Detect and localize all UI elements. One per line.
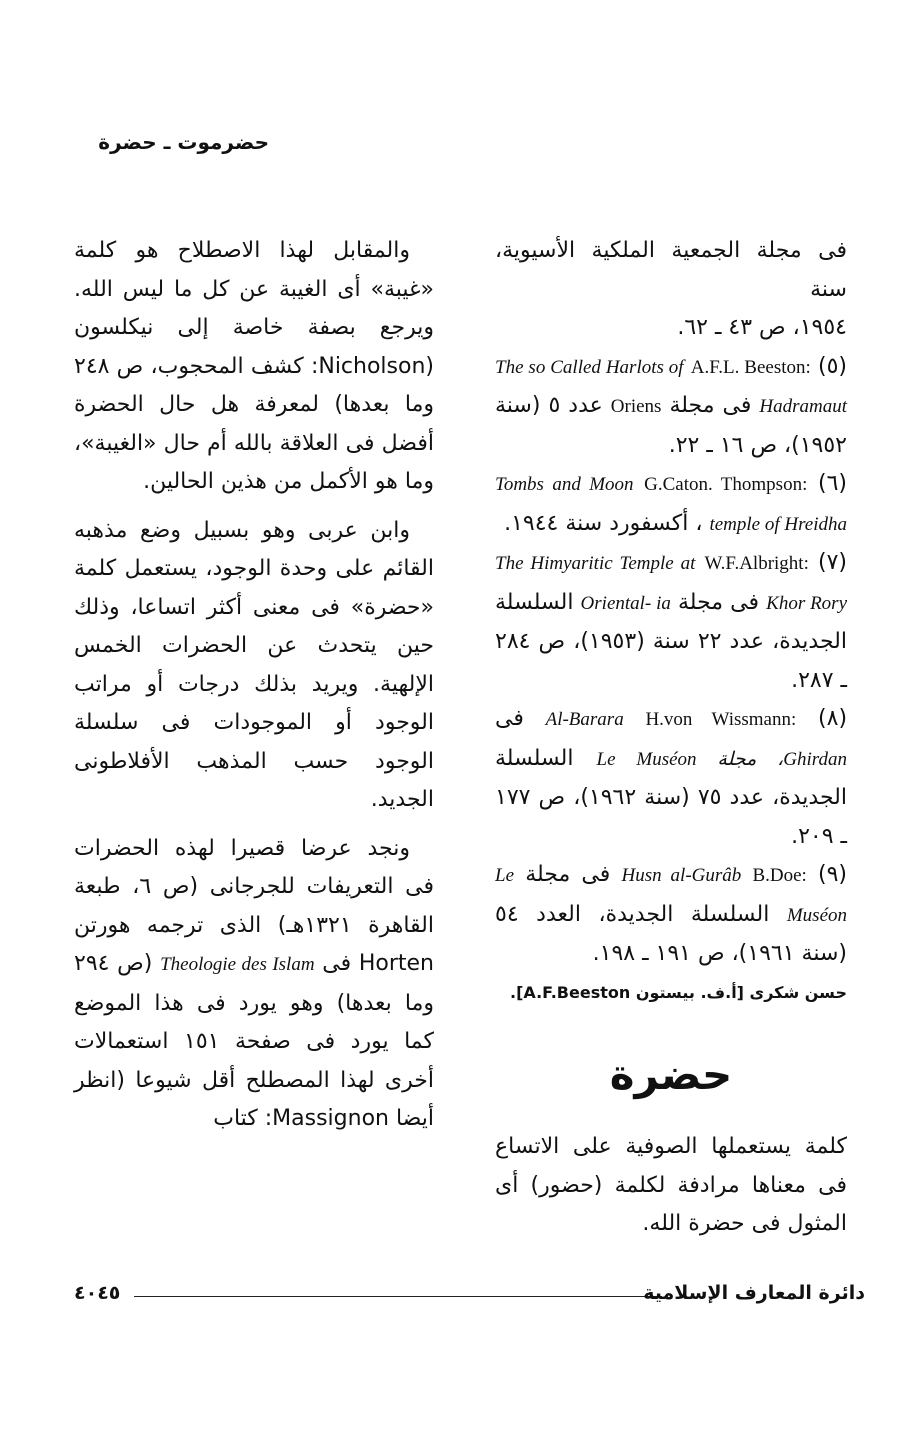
intro-line-1: فى مجلة الجمعية الملكية الأسيوية، سنة — [495, 238, 847, 302]
paragraph-1: والمقابل لهذا الاصطلاح هو كلمة «غيبة» أى الغيبة عن كل ما ليس الله. ويرجع بصفة خاصة إلى نيكلسون (Nicholson: كشف المحجوب، ص ٢٤٨ وما بعدها) لمعرفة هل حال الحضرة أفضل فى العلاقة بالله أم حال «الغيبة»، وما هو الأكمل من هذين الحالين. — [74, 238, 434, 494]
intro-line-2: ١٩٥٤، ص ٤٣ ـ ٦٢. — [677, 315, 847, 340]
footer-rule — [134, 1296, 662, 1297]
article-title: حضرة — [609, 1050, 733, 1099]
footnote-6: (٦) G.Caton. Thompson: Tombs and Moon temple of Hreidha ، أكسفورد سنة ١٩٤٤. — [495, 471, 847, 536]
footnote-8: (٨) H.von Wissmann: Al-Barara فى Ghirdan، مجلة Le Muséon السلسلة الجديدة، عدد ٧٥ (سنة ١٩٦٢)، ص ١٧٧ ـ ٢٠٩. — [495, 706, 848, 849]
author-signature: حسن شكرى [أ.ف. بيستون A.F.Beeston]. — [510, 982, 847, 1002]
running-header: حضرموت ـ حضرة — [98, 130, 269, 154]
article-intro: كلمة يستعملها الصوفية على الاتساع فى معناها مرادفة لكلمة (حضور) أى المثول فى حضرة الله. — [495, 1134, 847, 1236]
paragraph-3: ونجد عرضا قصيرا لهذه الحضرات فى التعريفات للجرجانى (ص ٦، طبعة القاهرة ١٣٢١هـ) الذى ترجمه هورتن Horten فى Theologie des Islam (ص ٢٩٤ وما بعدها) وهو يورد فى هذا الموضع كما يورد فى صفحة ١٥١ استعمالات أخرى لهذا المصطلح أقل شيوعا (انظر أيضا Massignon: كتاب — [74, 835, 435, 1131]
page-number: ٤٠٤٥ — [74, 1282, 121, 1304]
right-column — [495, 232, 847, 1244]
footnote-7: (٧) W.F.Albright: The Himyaritic Temple at Khor Rory فى مجلة Oriental- ia السلسلة الجديدة، عدد ٢٢ سنة (١٩٥٣)، ص ٢٨٤ ـ ٢٨٧. — [495, 550, 848, 693]
footnote-5: (٥) A.F.L. Beeston: The so Called Harlots of Hadramaut فى مجلة Oriens عدد ٥ (سنة ١٩٥٢)، ص ١٦ ـ ٢٢. — [495, 353, 848, 458]
left-column — [74, 232, 434, 1149]
footnote-9: (٩) B.Doe: Husn al-Gurâb فى مجلة Le Muséon السلسلة الجديدة، العدد ٥٤ (سنة ١٩٦١)، ص ١٩١ ـ ١٩٨. — [495, 862, 848, 966]
footer-journal-name: دائرة المعارف الإسلامية — [643, 1282, 865, 1304]
paragraph-2: وابن عربى وهو بسبيل وضع مذهبه القائم على وحدة الوجود، يستعمل كلمة «حضرة» فى معنى أكثر اتساعا، وذلك حين يتحدث عن الحضرات الخمس الإلهية. ويريد بذلك درجات أو مراتب الوجود أو الموجودات فى سلسلة الوجود حسب المذهب الأفلاطونى الجديد. — [74, 517, 434, 812]
